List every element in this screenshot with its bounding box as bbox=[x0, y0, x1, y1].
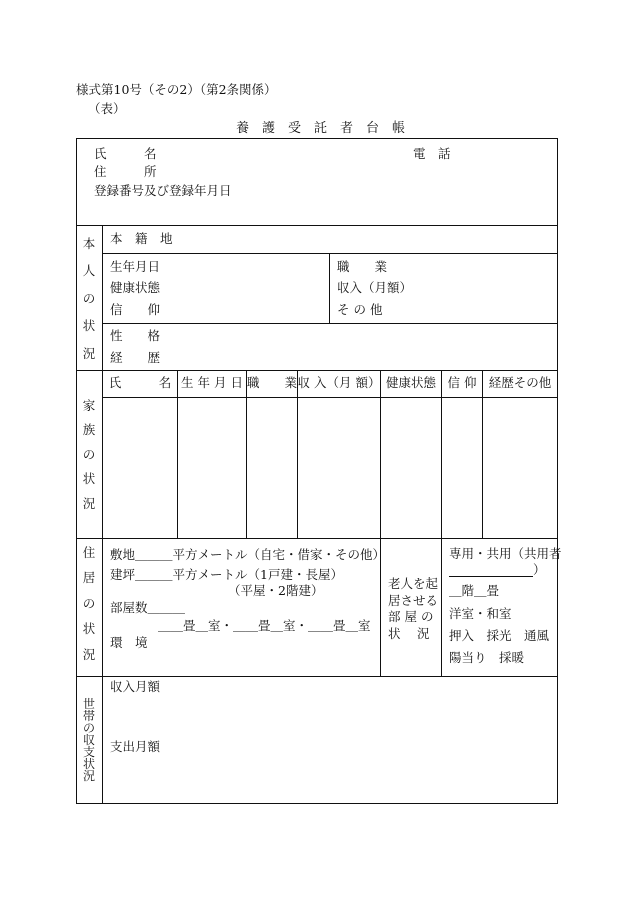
row-divider bbox=[102, 323, 558, 324]
elder-room-label-line: 居させる bbox=[388, 592, 439, 608]
section-label-char: 支 bbox=[82, 745, 95, 759]
room-detail-line: ＿＿畳＿室・＿＿畳＿室・＿＿畳＿室 bbox=[158, 618, 371, 633]
section-label-char: 状 bbox=[82, 621, 96, 637]
section-label-char: 人 bbox=[82, 263, 96, 279]
section-label-char: 族 bbox=[82, 422, 96, 438]
section-label-char: の bbox=[82, 290, 96, 306]
elder-room-label-line: 部 屋 の bbox=[388, 609, 434, 624]
room-count-label: 部屋数＿＿＿ bbox=[110, 600, 186, 615]
table-border-top bbox=[76, 138, 558, 139]
section-label-char: 収 bbox=[82, 733, 95, 747]
row-divider bbox=[102, 253, 558, 254]
family-column-header: 健康状態 bbox=[385, 375, 436, 390]
section-label-char: 況 bbox=[82, 769, 95, 783]
family-column-divider bbox=[297, 370, 298, 539]
character-label: 性 格 bbox=[110, 328, 161, 343]
floor-type: （平屋・2階建） bbox=[228, 583, 324, 598]
environment-label: 環 境 bbox=[110, 635, 148, 650]
section-label-char: 状 bbox=[82, 757, 95, 771]
room-use-line: 専用・共用（共用者 bbox=[449, 546, 562, 561]
label-column-divider bbox=[102, 225, 103, 804]
section-label-char: の bbox=[82, 595, 96, 611]
family-column-divider bbox=[380, 370, 381, 539]
section-label-char: 状 bbox=[82, 471, 96, 487]
income-label: 収入（月額） bbox=[337, 280, 413, 295]
monthly-income-label: 収入月額 bbox=[110, 679, 161, 694]
housing-section-label bbox=[76, 547, 102, 661]
registration-label: 登録番号及び登録年月日 bbox=[94, 183, 232, 198]
family-column-divider bbox=[482, 370, 483, 539]
section-label-char: 況 bbox=[82, 646, 96, 662]
section-divider bbox=[76, 370, 558, 371]
column-divider bbox=[329, 253, 330, 324]
table-border-right bbox=[557, 138, 558, 804]
family-column-divider bbox=[177, 370, 178, 539]
name-label: 氏 名 bbox=[94, 146, 157, 161]
birthdate-label: 生年月日 bbox=[110, 259, 161, 274]
family-column-header: 信 仰 bbox=[447, 375, 477, 390]
family-column-header: 収 入（月 額） bbox=[297, 375, 381, 390]
person-section-label bbox=[76, 238, 102, 360]
family-header-divider bbox=[102, 397, 558, 398]
closet-light-line: 押入 採光 通風 bbox=[449, 628, 550, 643]
family-column-header: 氏 名 bbox=[108, 375, 172, 390]
section-label-char: 住 bbox=[82, 545, 96, 560]
section-label-char: 況 bbox=[82, 345, 96, 361]
section-label-char: 家 bbox=[82, 398, 96, 413]
household-section-label bbox=[76, 698, 102, 782]
floor-area-line: 建坪＿＿＿平方メートル（1戸建・長屋） bbox=[110, 567, 343, 582]
religion-label: 信 仰 bbox=[110, 302, 161, 317]
monthly-expense-label: 支出月額 bbox=[110, 739, 161, 754]
family-section-label bbox=[76, 400, 102, 510]
section-label-char: 世 bbox=[82, 697, 95, 711]
section-label-char: の bbox=[82, 446, 96, 462]
health-label: 健康状態 bbox=[110, 280, 161, 295]
section-label-char: 況 bbox=[82, 495, 96, 511]
section-label-char: の bbox=[82, 721, 95, 735]
occupation-label: 職 業 bbox=[337, 259, 388, 274]
family-column-divider bbox=[441, 370, 442, 539]
elder-room-label bbox=[382, 578, 446, 640]
form-number: 様式第10号（その2）（第2条関係） bbox=[76, 82, 277, 97]
family-column-divider bbox=[246, 370, 247, 539]
lot-area-line: 敷地＿＿＿平方メートル（自宅・借家・その他） bbox=[110, 547, 386, 562]
history-label: 経 歴 bbox=[110, 350, 161, 365]
section-label-char: 居 bbox=[82, 570, 96, 586]
section-label-char: 帯 bbox=[82, 709, 95, 723]
section-divider bbox=[76, 538, 558, 539]
section-divider bbox=[76, 225, 558, 226]
room-style-line: 洋室・和室 bbox=[449, 606, 512, 621]
section-label-char: 本 bbox=[82, 236, 96, 251]
family-column-header: 経歴その他 bbox=[488, 375, 552, 390]
floor-tatami-line: ＿階＿畳 bbox=[449, 583, 500, 598]
elder-room-label-line: 老人を起 bbox=[388, 576, 439, 591]
family-column-header: 生 年 月 日 bbox=[181, 375, 243, 390]
family-column-header: 職 業 bbox=[247, 375, 298, 390]
cooccupant-blank bbox=[449, 576, 533, 577]
section-divider bbox=[76, 676, 558, 677]
side-note: （表） bbox=[88, 101, 126, 116]
table-border-bottom bbox=[76, 803, 558, 804]
document-title: 養 護 受 託 者 台 帳 bbox=[236, 121, 406, 136]
domicile-label: 本 籍 地 bbox=[110, 231, 173, 246]
sun-heat-line: 陽当り 採暖 bbox=[449, 650, 525, 665]
address-label: 住 所 bbox=[94, 164, 157, 179]
phone-label: 電 話 bbox=[413, 146, 451, 161]
section-label-char: 状 bbox=[82, 318, 96, 334]
elder-room-label-line: 状 況 bbox=[388, 625, 430, 641]
other-label: そ の 他 bbox=[337, 302, 383, 317]
room-use-close: ） bbox=[533, 562, 546, 577]
